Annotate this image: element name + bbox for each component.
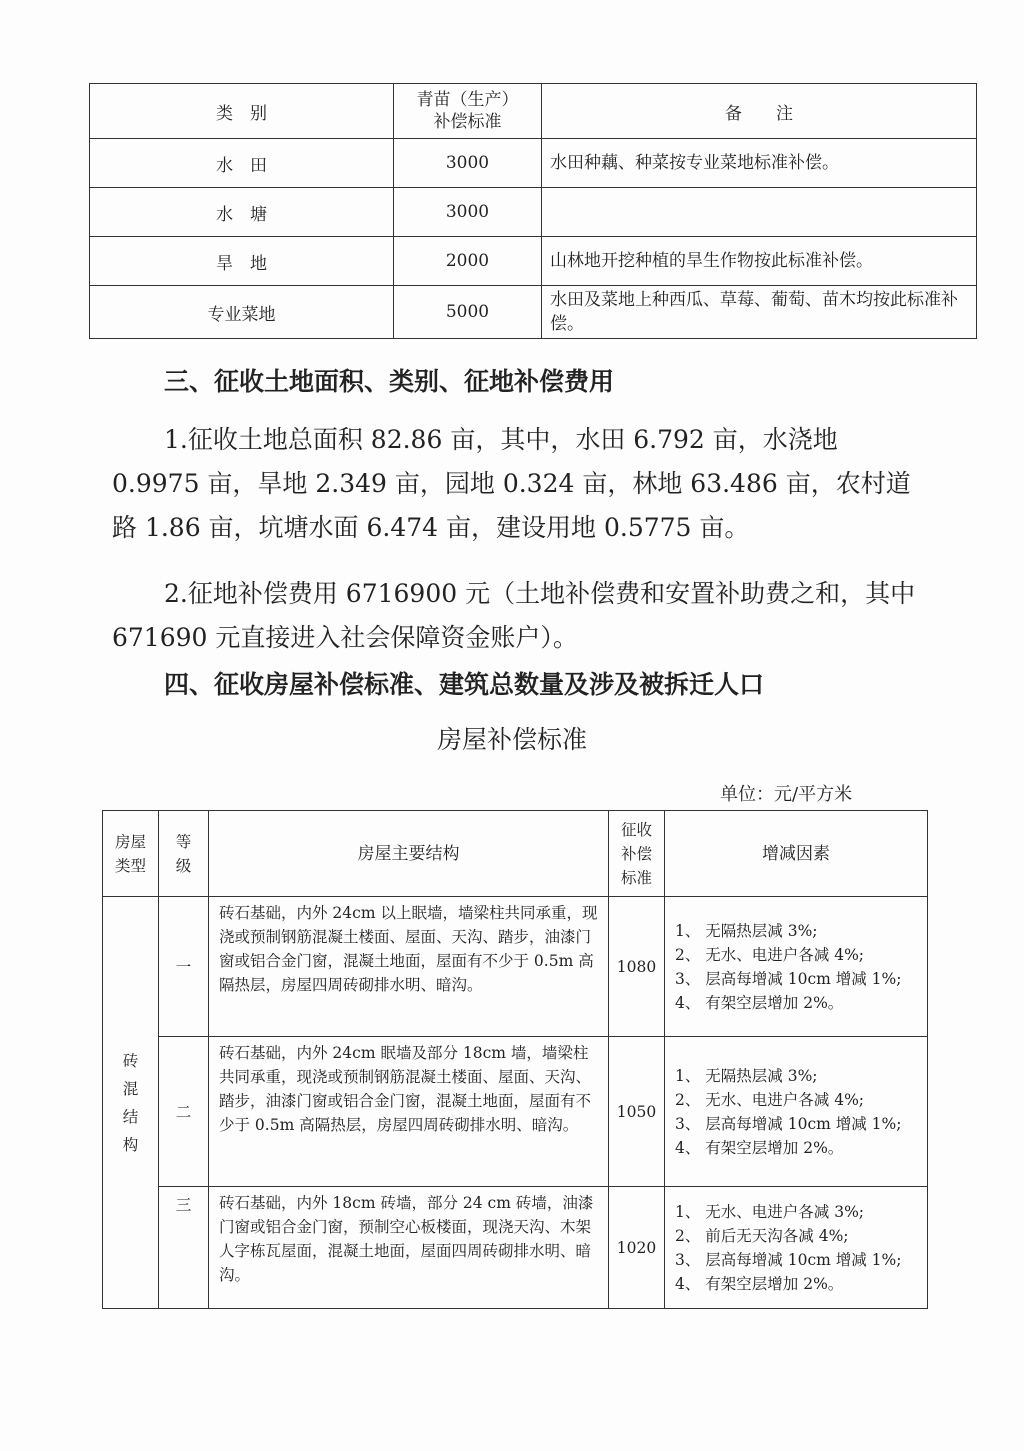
- header-grade-line2: 级: [175, 856, 192, 875]
- factor-item: 2、 无水、电进户各减 4%;: [675, 945, 865, 964]
- remark-cell: 山林地开挖种植的旱生作物按此标准补偿。: [542, 237, 977, 286]
- header-house-type-line1: 房屋: [114, 832, 146, 851]
- category-cell: 水 田: [90, 139, 394, 188]
- factor-item: 4、 有架空层增加 2%。: [675, 993, 844, 1012]
- header-grade: [159, 811, 209, 897]
- header-category: 类 别: [90, 84, 394, 139]
- house-type-cell: [103, 897, 159, 1309]
- section4-heading: 四、征收房屋补偿标准、建筑总数量及涉及被拆迁人口: [164, 670, 765, 699]
- remark-cell: [542, 188, 977, 237]
- grade-cell: 一: [159, 897, 209, 1037]
- factor-item: 2、 无水、电进户各减 4%;: [675, 1090, 865, 1109]
- table-row: [103, 1037, 928, 1187]
- table-row: [103, 1187, 928, 1309]
- house-type-char: 结: [122, 1107, 139, 1126]
- section3-paragraph-1: 1.征收土地总面积 82.86 亩，其中，水田 6.792 亩，水浇地 0.9975 亩，旱地 2.349 亩，园地 0.324 亩，林地 63.486 亩，农村道路 1.86 亩，坑塘水面 6.474 亩，建设用地 0.5775 亩。: [112, 425, 911, 542]
- unit-label: 单位：元/平方米: [720, 784, 853, 805]
- grade-cell: 三: [159, 1187, 209, 1309]
- structure-cell: 砖石基础，内外 24cm 以上眠墙，墙梁柱共同承重，现浇或预制钢筋混凝土楼面、屋面、天沟、踏步，油漆门窗或铝合金门窗，混凝土地面，屋面有不少于 0.5m 高隔热层，房屋四周砖砌排水明、暗沟。: [209, 897, 609, 1037]
- remark-cell: 水田种藕、种菜按专业菜地标准补偿。: [542, 139, 977, 188]
- header-grade-line1: 等: [175, 832, 192, 851]
- header-factors: 增减因素: [665, 811, 928, 897]
- factor-item: 1、 无隔热层减 3%;: [675, 1066, 818, 1085]
- crop-compensation-table: [89, 83, 977, 339]
- standard-cell: 1080: [609, 897, 665, 1037]
- header-standard: [394, 84, 542, 139]
- value-cell: 3000: [394, 139, 542, 188]
- header-house-type-line2: 类型: [114, 856, 146, 875]
- category-cell: 专业菜地: [90, 286, 394, 339]
- section3-paragraph-2: 2.征地补偿费用 6716900 元（土地补偿费和安置补助费之和，其中 671690 元直接进入社会保障资金账户）。: [112, 579, 916, 652]
- table-row: [90, 188, 977, 237]
- house-compensation-table: [102, 810, 928, 1309]
- factor-item: 3、 层高每增减 10cm 增减 1%;: [675, 1250, 902, 1269]
- remark-cell: 水田及菜地上种西瓜、草莓、葡萄、苗木均按此标准补偿。: [542, 286, 977, 339]
- factor-item: 1、 无水、电进户各减 3%;: [675, 1202, 865, 1221]
- value-cell: 5000: [394, 286, 542, 339]
- structure-cell: 砖石基础，内外 24cm 眠墙及部分 18cm 墙，墙梁柱共同承重，现浇或预制钢筋混凝土楼面、屋面、天沟、踏步，油漆门窗或铝合金门窗，混凝土地面，屋面有不少于 0.5m 高隔热层，房屋四周砖砌排水明、暗沟。: [209, 1037, 609, 1187]
- factors-cell: [665, 897, 928, 1037]
- header-standard: [609, 811, 665, 897]
- factor-item: 4、 有架空层增加 2%。: [675, 1274, 844, 1293]
- table-header-row: [90, 84, 977, 139]
- table-title: 房屋补偿标准: [436, 725, 587, 754]
- standard-cell: 1050: [609, 1037, 665, 1187]
- structure-cell: 砖石基础，内外 18cm 砖墙，部分 24 cm 砖墙，油漆门窗或铝合金门窗，预制空心板楼面，现浇天沟、木架人字栋瓦屋面，混凝土地面，屋面四周砖砌排水明、暗沟。: [209, 1187, 609, 1309]
- header-structure: 房屋主要结构: [209, 811, 609, 897]
- table-row: [90, 286, 977, 339]
- standard-cell: 1020: [609, 1187, 665, 1309]
- factors-cell: [665, 1037, 928, 1187]
- category-cell: 水 塘: [90, 188, 394, 237]
- factors-cell: [665, 1187, 928, 1309]
- header-standard-line3: 标准: [620, 868, 652, 887]
- header-house-type: [103, 811, 159, 897]
- grade-cell: 二: [159, 1037, 209, 1187]
- factor-item: 3、 层高每增减 10cm 增减 1%;: [675, 969, 902, 988]
- header-standard-line2: 补偿: [620, 844, 652, 863]
- table-row: [90, 237, 977, 286]
- house-type-char: 砖: [122, 1051, 139, 1070]
- value-cell: 2000: [394, 237, 542, 286]
- category-cell: 旱 地: [90, 237, 394, 286]
- factor-item: 3、 层高每增减 10cm 增减 1%;: [675, 1114, 902, 1133]
- table-row: [103, 897, 928, 1037]
- header-standard-line2: 补偿标准: [433, 112, 502, 132]
- factor-item: 1、 无隔热层减 3%;: [675, 921, 818, 940]
- house-type-char: 混: [122, 1079, 139, 1098]
- factor-item: 4、 有架空层增加 2%。: [675, 1138, 844, 1157]
- factor-item: 2、 前后无天沟各减 4%;: [675, 1226, 849, 1245]
- header-standard-line1: 青苗（生产）: [416, 90, 519, 110]
- value-cell: 3000: [394, 188, 542, 237]
- table-row: [90, 139, 977, 188]
- header-standard-line1: 征收: [620, 820, 652, 839]
- house-type-char: 构: [122, 1135, 139, 1154]
- section3-heading: 三、征收土地面积、类别、征地补偿费用: [164, 367, 615, 396]
- table-header-row: [103, 811, 928, 897]
- header-remark: 备 注: [542, 84, 977, 139]
